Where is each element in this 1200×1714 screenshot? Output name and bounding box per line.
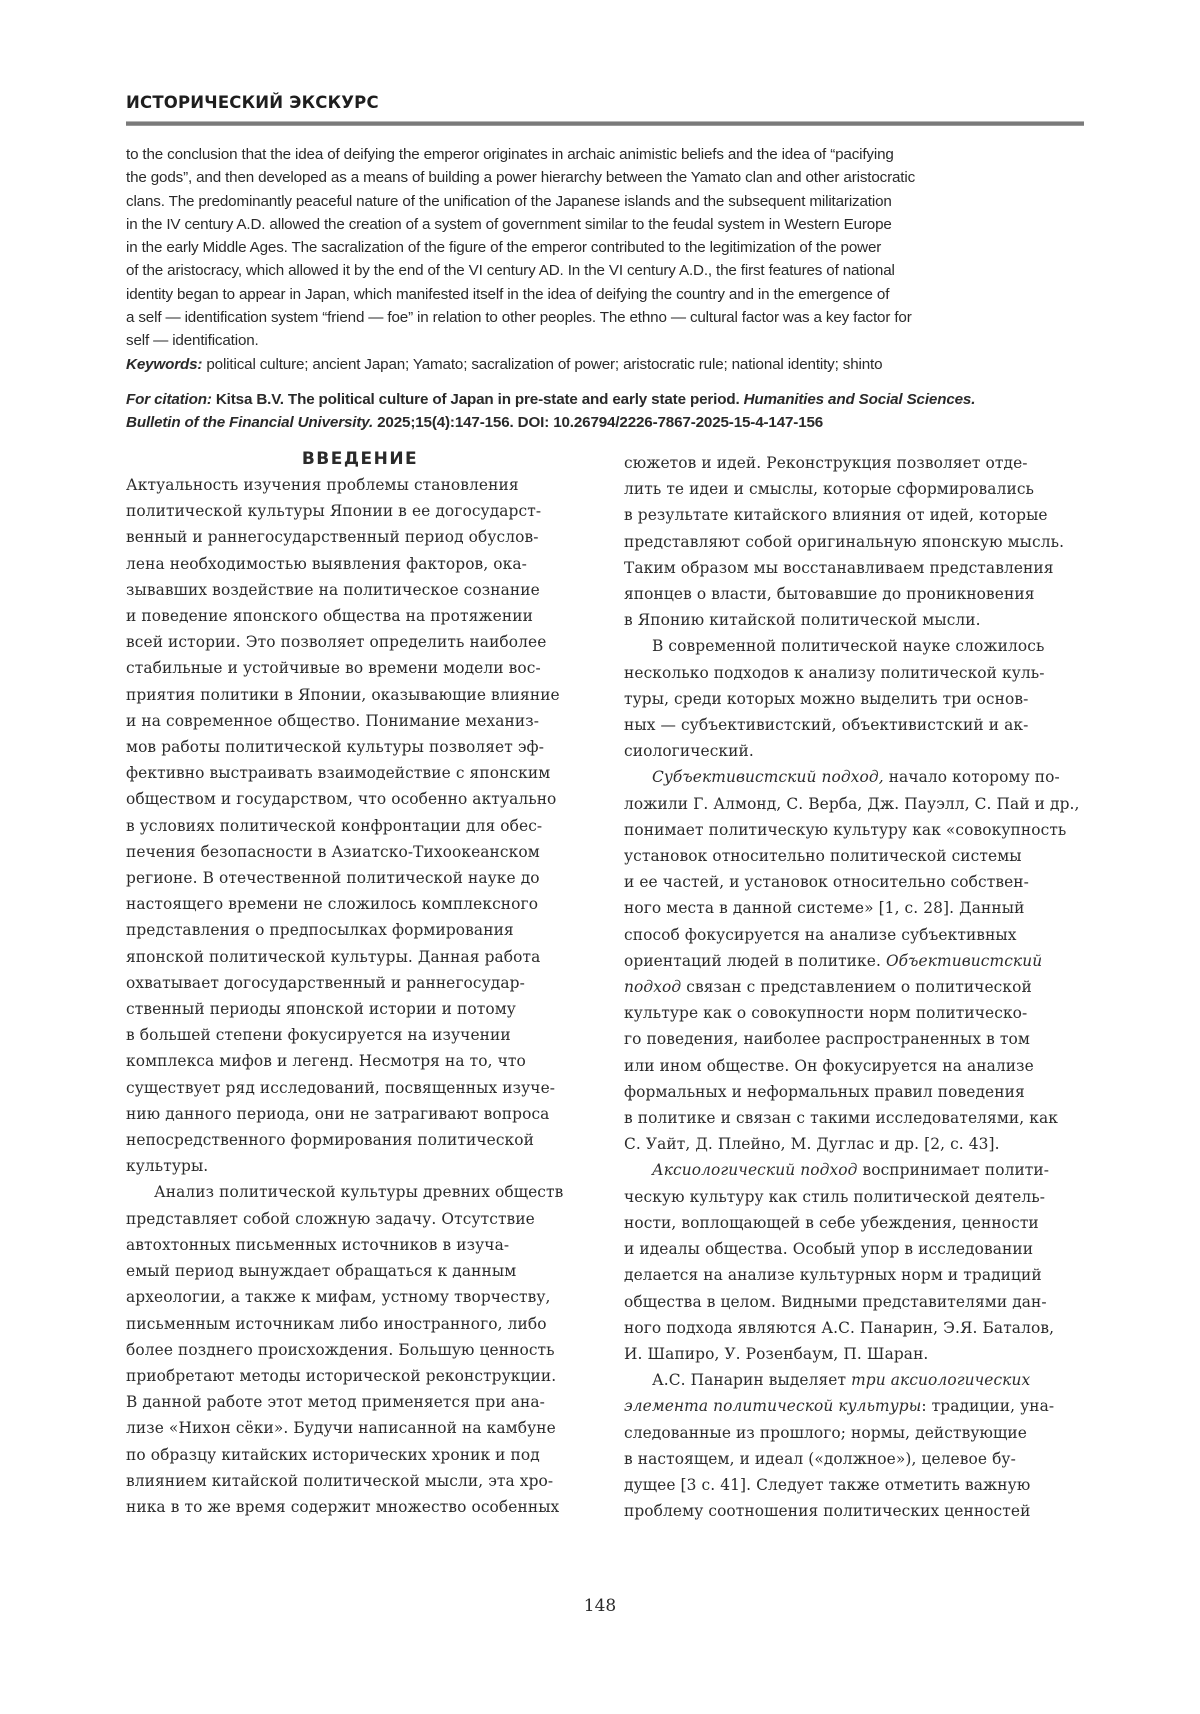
text-line: культуры. [126,1157,209,1176]
text-line: влиянием китайской политической мысли, эта хро- [126,1471,554,1490]
text-line: общества в целом. Видными представителями дан- [624,1292,1047,1311]
text-line: ложили Г. Алмонд, С. Верба, Дж. Пауэлл, С. Пай и др., [624,794,1080,813]
text-line: self — identification. [126,332,259,350]
citation [126,389,1086,434]
text-line: туры, среди которых можно выделить три основ- [624,689,1029,708]
text-line: формальных и неформальных правил поведения [624,1082,1025,1101]
text-line: культуре как о совокупности норм политическо- [624,1004,1028,1023]
text-line: представляют собой оригинальную японскую мысль. [624,532,1065,551]
page-number: 148 [583,1596,617,1616]
text-line: емый период вынуждает обращаться к данным [126,1262,517,1281]
text-line: обществом и государством, что особенно актуально [126,790,557,809]
text-line: identity began to appear in Japan, which manifested itself in the idea of deifying the country and in the emergence of [126,285,890,303]
text-line: стабильные и устойчивые во времени модели вос- [126,659,541,678]
text-line: Актуальность изучения проблемы становления [126,476,519,494]
text-line: a self — identification system “friend — foe” in relation to other peoples. The ethno — cultural factor was a key factor for [126,309,912,327]
text-line: фективно выстраивать взаимодействие с японским [126,764,551,783]
text-line: ческую культуру как стиль политической деятель- [624,1187,1046,1206]
text-line: японцев о власти, бытовавшие до проникновения [624,585,1035,604]
keywords-text: political culture; ancient Japan; Yamato; sacralization of power; aristocratic rule; national identity; shinto [202,355,883,373]
header-rule [126,121,1084,126]
paragraph-axiological: Аксиологический подход воспринимает полити- ческую культуру как стиль политической деятель- ности, воплощающей в себе убеждения, ценности и идеалы общества. Особый упор в исследовании делается на анализе культурных норм и традиций общества в целом. Видными представителями дан- ного подхода являются А.С. Панарин, Э.Я. Баталов, И. Шапиро, У. Розенбаум, П. Шаран. [624,1157,1092,1367]
text-line: установок относительно политической системы [624,847,1022,866]
text-line: автохтонных письменных источников в изуча- [126,1235,510,1254]
text-line: представления о предпосылках формирования [126,921,514,940]
running-head: ИСТОРИЧЕСКИЙ ЭКСКУРС [126,93,379,112]
text-line: настоящего времени не сложилось комплексного [126,895,539,914]
text-line: охватывает догосударственный и раннегосудар- [126,973,525,992]
text-line: печения безопасности в Азиатско-Тихоокеанском [126,842,540,861]
text-line: и идеалы общества. Особый упор в исследовании [624,1240,1034,1259]
citation-doi: 2025;15(4):147-156. DOI: 10.26794/2226-7867-2025-15-4-147-156 [373,413,824,431]
left-column [126,447,594,1520]
text-line: регионе. В отечественной политической науке до [126,869,540,888]
text-line: ника в то же время содержит множество особенных [126,1497,560,1516]
text-line: в политике и связан с такими исследователями, как [624,1109,1058,1128]
text-line: ного подхода являются А.С. Панарин, Э.Я. Баталов, [624,1318,1055,1337]
paragraph [624,633,1092,764]
text-line: и ее частей, и установок относительно собствен- [624,873,1029,892]
text-line: зывавших воздействие на политическое сознание [126,580,540,599]
term-italic: подход [624,978,682,997]
paragraph-panarin: А.С. Панарин выделяет три аксиологических элемента политической культуры: традиции, уна- следованные из прошлого; нормы, действующие в настоящем, и идеал («должное»), целевое бу- дущее [3 с. 41]. Следует также отметить важную проблему соотношения политических ценностей [624,1367,1092,1524]
text-line: Анализ политической культуры древних обществ [154,1183,564,1202]
text-line: несколько подходов к анализу политической куль- [624,663,1045,682]
text-line: комплекса мифов и легенд. Несмотря на то, что [126,1052,526,1071]
paragraph [624,450,1092,633]
citation-text: Kitsa B.V. The political culture of Japan in pre-state and early state period. [211,391,744,408]
text-line: to the conclusion that the idea of deifying the emperor originates in archaic animistic beliefs and the idea of “pacifying [126,146,894,163]
text-line: политической культуры Японии в ее догосударст- [126,502,542,521]
text-line: дущее [3 с. 41]. Следует также отметить важную [624,1475,1031,1494]
text-line: лить те идеи и смыслы, которые сформировались [624,480,1035,499]
term-italic: три аксиологических [851,1371,1031,1390]
text-line: in the IV century A.D. allowed the creation of a system of government similar to the feudal system in Western Europe [126,215,892,233]
citation-label: For citation: [126,391,212,408]
right-column [624,450,1092,1524]
text-line: в Японию китайской политической мысли. [624,611,981,630]
text-line: го поведения, наиболее распространенных в том [624,1030,1030,1049]
text-line: всей истории. Это позволяет определить наиболее [126,633,547,652]
text-line: в настоящем, и идеал («должное»), целевое бу- [624,1449,1016,1468]
text-line: В современной политической науке сложилось [652,637,1045,656]
citation-journal: Humanities and Social Sciences. [743,391,976,408]
text-line: в большей степени фокусируется на изучении [126,1026,511,1045]
citation-journal-cont: Bulletin of the Financial University. [126,413,374,431]
text-line: в условиях политической конфронтации для обес- [126,816,543,835]
text-line: следованные из прошлого; нормы, действующие [624,1423,1027,1442]
text-line: Таким образом мы восстанавливаем представления [624,558,1054,577]
text-line: лизе «Нихон сёки». Будучи написанной на камбуне [126,1419,556,1438]
text-line: лена необходимостью выявления факторов, ока- [126,554,527,573]
text-line: способ фокусируется на анализе субъективных [624,925,1017,944]
text-line: археологии, а также к мифам, устному творчеству, [126,1288,551,1307]
text-line: ных — субъективистский, объективистский и ак- [624,716,1029,735]
text-line: сиологический. [624,742,754,761]
text-line: В данной работе этот метод применяется при ана- [126,1393,545,1412]
keywords-label: Keywords: [126,355,203,373]
text-line: приобретают методы исторической реконструкции. [126,1366,557,1385]
text-line: in the early Middle Ages. The sacralization of the figure of the emperor contributed to the legitimization of the power [126,239,882,257]
text-line: понимает политическую культуру как «совокупность [624,820,1067,839]
text-line: the gods”, and then developed as a means of building a power hierarchy between the Yamato clan and other aristocratic [126,169,916,187]
paragraph-subjectivist: Субъективистский подход, начало которому по- ложили Г. Алмонд, С. Верба, Дж. Пауэлл, С. Пай и др., понимает политическую культуру как «совокупность установок относительно политической системы и ее частей, и установок относительно собствен- ного места в данной системе» [1, с. 28]. Данный способ фокусируется на анализе субъективных ориентаций людей в политике. Объективистский подход связан с представлением о политической культуре как о совокупности норм политическо- го поведения, наиболее распространенных в том или ином обществе. Он фокусируется на анализе формальных и неформальных правил поведения в политике и связан с такими исследователями, как С. Уайт, Д. Плейно, М. Дуглас и др. [2, с. 43]. [624,764,1092,1157]
term-italic: элемента политической культуры [624,1397,922,1416]
text-line: непосредственного формирования политической [126,1131,535,1150]
text-line: И. Шапиро, У. Розенбаум, П. Шаран. [624,1344,929,1363]
text-line: и на современное общество. Понимание механиз- [126,711,540,730]
text-line: более позднего происхождения. Большую ценность [126,1340,555,1359]
text-line: ности, воплощающей в себе убеждения, ценности [624,1213,1039,1232]
text-line: представляет собой сложную задачу. Отсутствие [126,1209,535,1228]
text-line: clans. The predominantly peaceful nature of the unification of the Japanese islands and the subsequent militarization [126,192,892,210]
text-line: of the aristocracy, which allowed it by the end of the VI century AD. In the VI century A.D., the first features of national [126,262,895,280]
text-line: мов работы политической культуры позволяет эф- [126,738,544,757]
text-line: С. Уайт, Д. Плейно, М. Дуглас и др. [2, с. 43]. [624,1135,1000,1154]
text-line: и поведение японского общества на протяжении [126,607,533,626]
text-line: по образцу китайских исторических хроник и под [126,1445,540,1464]
text-line: в результате китайского влияния от идей, которые [624,506,1048,525]
paragraph [126,472,594,1179]
text-line: нию данного периода, они не затрагивают вопроса [126,1104,550,1123]
text-line: делается на анализе культурных норм и традиций [624,1266,1042,1285]
text-line: венный и раннегосударственный период обуслов- [126,528,539,547]
text-line: ного места в данной системе» [1, с. 28]. Данный [624,899,1025,918]
term-italic: Объективистский [885,951,1043,970]
abstract [126,143,1086,376]
abstract-body [126,143,1086,353]
term-italic: Аксиологический подход [652,1161,858,1180]
keywords [126,353,1086,376]
text-line: ственный периоды японской истории и потому [126,1000,516,1019]
text-line: существует ряд исследований, посвященных изуче- [126,1078,556,1097]
text-line: японской политической культуры. Данная работа [126,947,541,966]
text-line: письменным источникам либо иностранного, либо [126,1314,547,1333]
paragraph [126,1179,594,1520]
text-line: сюжетов и идей. Реконструкция позволяет отде- [624,454,1028,472]
term-italic: Субъективистский подход, [652,768,884,787]
text-line: приятия политики в Японии, оказывающие влияние [126,685,560,704]
text-line: проблему соотношения политических ценностей [624,1502,1031,1521]
text-line: или ином обществе. Он фокусируется на анализе [624,1056,1034,1075]
section-title: ВВЕДЕНИЕ [301,449,419,469]
